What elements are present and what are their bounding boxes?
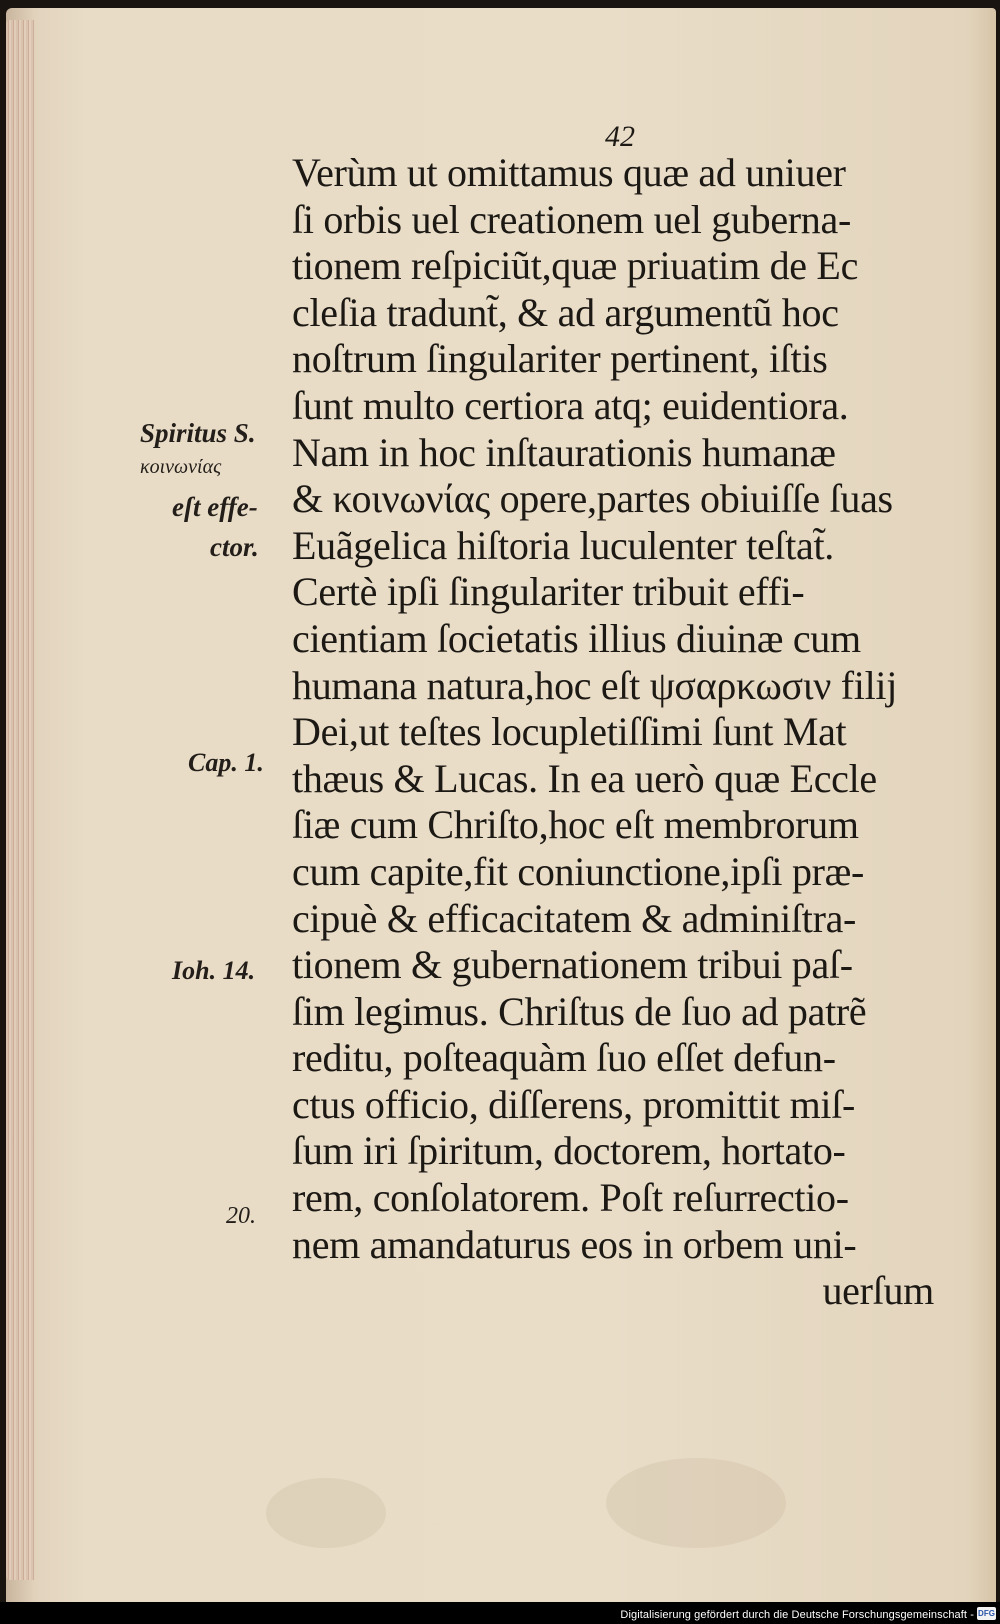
marginal-note-greek: κοινωνίας (140, 456, 222, 478)
dfg-logo-icon (977, 1607, 996, 1620)
paper-stain (606, 1458, 786, 1548)
text-line: & κοινωνίας opere,partes obiuiſſe ſuas (292, 476, 893, 522)
text-line: cum capite,fit coniunctione,ipſi præ- (292, 848, 865, 894)
text-line: nem amandaturus eos in orbem uni- (292, 1221, 857, 1267)
text-line: cleſia tradunt̃, & ad argumentũ hoc (292, 289, 839, 335)
footer-credit: Digitalisierung gefördert durch die Deutsche Forschungsgemeinschaft - (620, 1609, 974, 1621)
marginal-note-cap: Cap. 1. (188, 748, 264, 777)
text-line: Certè ipſi ſingulariter tribuit effi- (292, 569, 805, 615)
text-line: ſum iri ſpiritum, doctorem, hortato- (292, 1128, 846, 1174)
text-line: rem, conſolatorem. Poſt reſurrectio- (292, 1175, 849, 1221)
text-line: tionem & gubernationem tribui paſ- (292, 942, 853, 988)
text-line: Euãgelica hiſtoria luculenter teſtat̃. (292, 522, 834, 568)
text-line: humana natura,hoc eſt ψσαρκωσιν filij (292, 662, 898, 708)
text-line: noſtrum ſingulariter pertinent, iſtis (292, 336, 828, 382)
text-line: reditu, poſteaquàm ſuo eſſet defun- (292, 1035, 836, 1081)
text-line: Nam in hoc inſtaurationis humanæ (292, 429, 836, 475)
marginal-note-ioh: Ioh. 14. (172, 956, 256, 985)
text-line: ſi orbis uel creationem uel guberna- (292, 196, 851, 242)
text-line: cipuè & efficacitatem & adminiſtra- (292, 895, 857, 941)
text-line: cientiam ſocietatis illius diuinæ cum (292, 615, 861, 661)
text-line: Verùm ut omittamus quæ ad uniuer (292, 150, 846, 195)
marginal-note-number: 20. (226, 1203, 256, 1229)
text-line: thæus & Lucas. In ea uerò quæ Eccle (292, 755, 877, 801)
page-number: 42 (605, 120, 635, 153)
text-line: ſiæ cum Chriſto,hoc eſt membrorum (292, 802, 859, 848)
main-text-block (292, 150, 942, 1315)
text-line: ctus officio, diſſerens, promittit miſ- (292, 1081, 856, 1127)
marginal-note-ctor: ctor. (210, 532, 259, 562)
paper-stain (266, 1478, 386, 1548)
text-line: ſunt multo certiora atq; euidentiora. (292, 382, 849, 428)
catchword: uerſum (822, 1268, 934, 1314)
text-line: tionem reſpiciũt,quæ priuatim de Ec (292, 243, 859, 289)
marginal-note-est: eſt effe- (172, 492, 258, 522)
text-line: Dei,ut teſtes locupletiſſimi ſunt Mat (292, 709, 847, 755)
marginal-note-spiritus: Spiritus S. (140, 418, 256, 448)
footer-bar (0, 1602, 1000, 1624)
page-edge-decoration (6, 20, 34, 1580)
dfg-logo-text: DFG (978, 1609, 995, 1618)
text-line: ſim legimus. Chriſtus de ſuo ad patrẽ (292, 988, 867, 1034)
